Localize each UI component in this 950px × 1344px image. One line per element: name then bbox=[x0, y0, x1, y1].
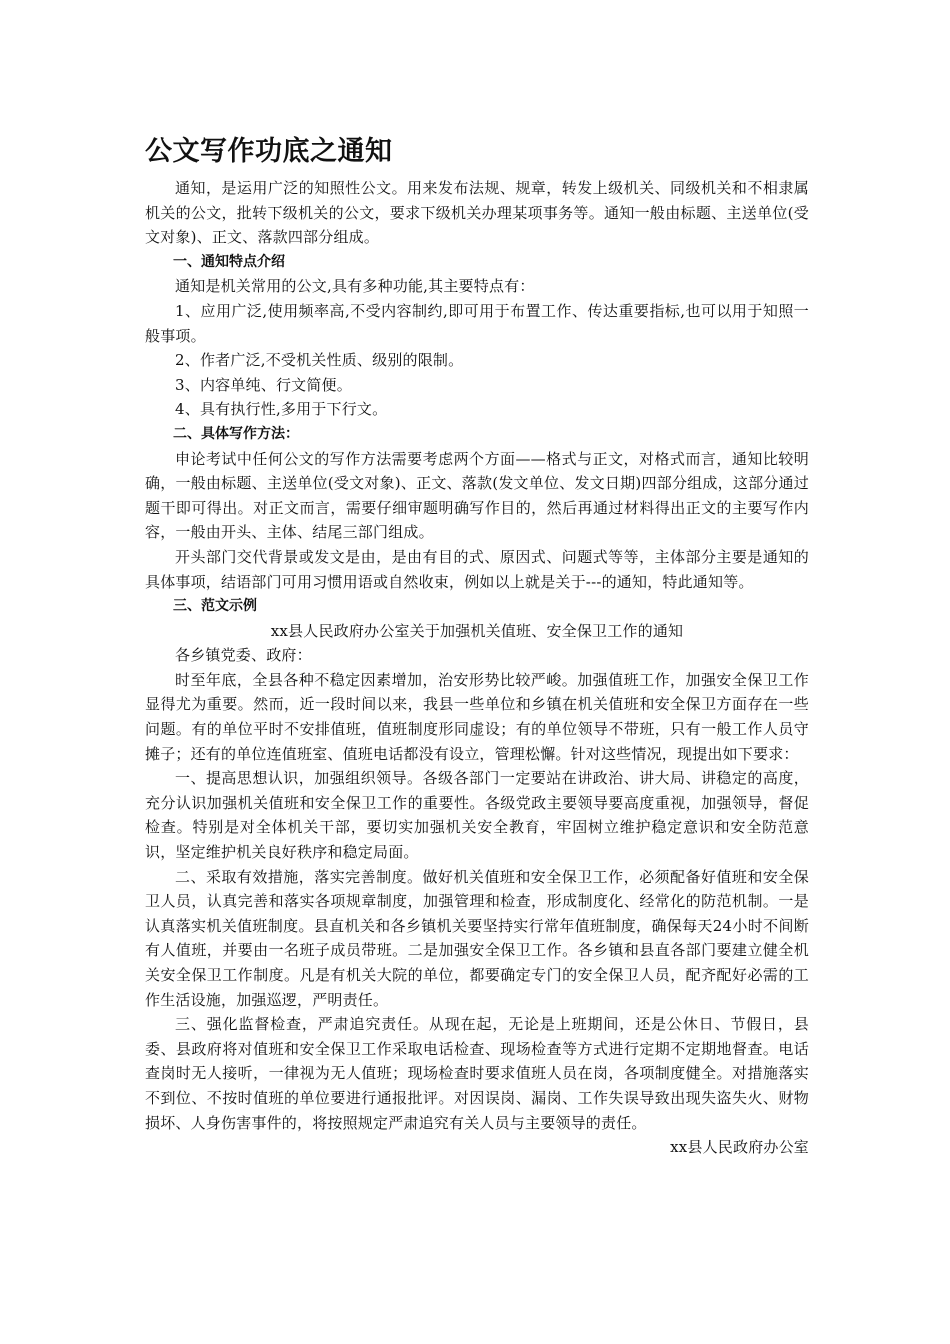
section2-paragraph: 开头部门交代背景或发文是由，是由有目的式、原因式、问题式等等，主体部分主要是通知的具体事项，结语部门可用习惯用语或自然收束，例如以上就是关于---的通知，特此通知等。 bbox=[145, 547, 809, 591]
example-signature: xx县人民政府办公室 bbox=[670, 1138, 809, 1157]
section3-heading: 三、范文示例 bbox=[173, 598, 257, 615]
example-paragraph: 二、采取有效措施，落实完善制度。做好机关值班和安全保卫工作，必须配备好值班和安全保卫人员，认真完善和落实各项规章制度，加强管理和检查，形成制度化、经常化的防范机制。一是认真落实机关值班制度。县直机关和各乡镇机关要坚持实行常年值班制度，确保每天24小时不间断有人值班，并要由一名班子成员带班。二是加强安全保卫工作。各乡镇和县直各部门要建立健全机关安全保卫工作制度。凡是有机关大院的单位，都要确定专门的安全保卫人员，配齐配好必需的工作生活设施，加强巡逻，严明责任。 bbox=[145, 867, 809, 1009]
section1-item: 3、内容单纯、行文简便。 bbox=[175, 375, 352, 394]
section1-item: 2、作者广泛,不受机关性质、级别的限制。 bbox=[175, 351, 464, 370]
intro-paragraph: 通知，是运用广泛的知照性公文。用来发布法规、规章，转发上级机关、同级机关和不相隶属机关的公文，批转下级机关的公文，要求下级机关办理某项事务等。通知一般由标题、主送单位(受文对象)、正文、落款四部分组成。 bbox=[145, 179, 809, 247]
example-salutation: 各乡镇党委、政府： bbox=[175, 646, 312, 665]
example-title: xx县人民政府办公室关于加强机关值班、安全保卫工作的通知 bbox=[270, 621, 684, 640]
section1-lead: 通知是机关常用的公文,具有多种功能,其主要特点有： bbox=[175, 277, 535, 296]
section2-paragraph: 申论考试中任何公文的写作方法需要考虑两个方面——格式与正文，对格式而言，通知比较明确，一般由标题、主送单位(受文对象)、正文、落款(发文单位、发文日期)四部分组成，这部分通过题干即可得出。对正文而言，需要仔细审题明确写作目的，然后再通过材料得出正文的主要写作内容，一般由开头、主体、结尾三部门组成。 bbox=[145, 449, 809, 542]
example-paragraph: 一、提高思想认识，加强组织领导。各级各部门一定要站在讲政治、讲大局、讲稳定的高度，充分认识加强机关值班和安全保卫工作的重要性。各级党政主要领导要高度重视，加强领导，督促检查。特别是对全体机关干部，要切实加强机关安全教育，牢固树立维护稳定意识和安全防范意识，坚定维护机关良好秩序和稳定局面。 bbox=[145, 769, 809, 862]
section1-item: 1、应用广泛,使用频率高,不受内容制约,即可用于布置工作、传达重要指标,也可以用于知照一般事项。 bbox=[145, 301, 809, 345]
document-page bbox=[145, 132, 809, 1160]
example-paragraph: 时至年底，全县各种不稳定因素增加，治安形势比较严峻。加强值班工作，加强安全保卫工作显得尤为重要。然而，近一段时间以来，我县一些单位和乡镇在机关值班和安全保卫方面存在一些问题。有的单位平时不安排值班，值班制度形同虚设；有的单位领导不带班，只有一般工作人员守摊子；还有的单位连值班室、值班电话都没有设立，管理松懈。针对这些情况，现提出如下要求： bbox=[145, 670, 809, 763]
example-paragraph: 三、强化监督检查，严肃追究责任。从现在起，无论是上班期间，还是公休日、节假日，县委、县政府将对值班和安全保卫工作采取电话检查、现场检查等方式进行定期不定期地督查。电话查岗时无人接听，一律视为无人值班；现场检查时要求值班人员在岗，各项制度健全。对措施落实不到位、不按时值班的单位要进行通报批评。对因误岗、漏岗、工作失误导致出现失盗失火、财物损坏、人身伤害事件的，将按照规定严肃追究有关人员与主要领导的责任。 bbox=[145, 1015, 809, 1132]
section2-heading: 二、具体写作方法： bbox=[173, 425, 299, 442]
section1-heading: 一、通知特点介绍 bbox=[173, 253, 285, 270]
document-title: 公文写作功底之通知 bbox=[145, 136, 393, 167]
section1-item: 4、具有执行性,多用于下行文。 bbox=[175, 400, 388, 419]
